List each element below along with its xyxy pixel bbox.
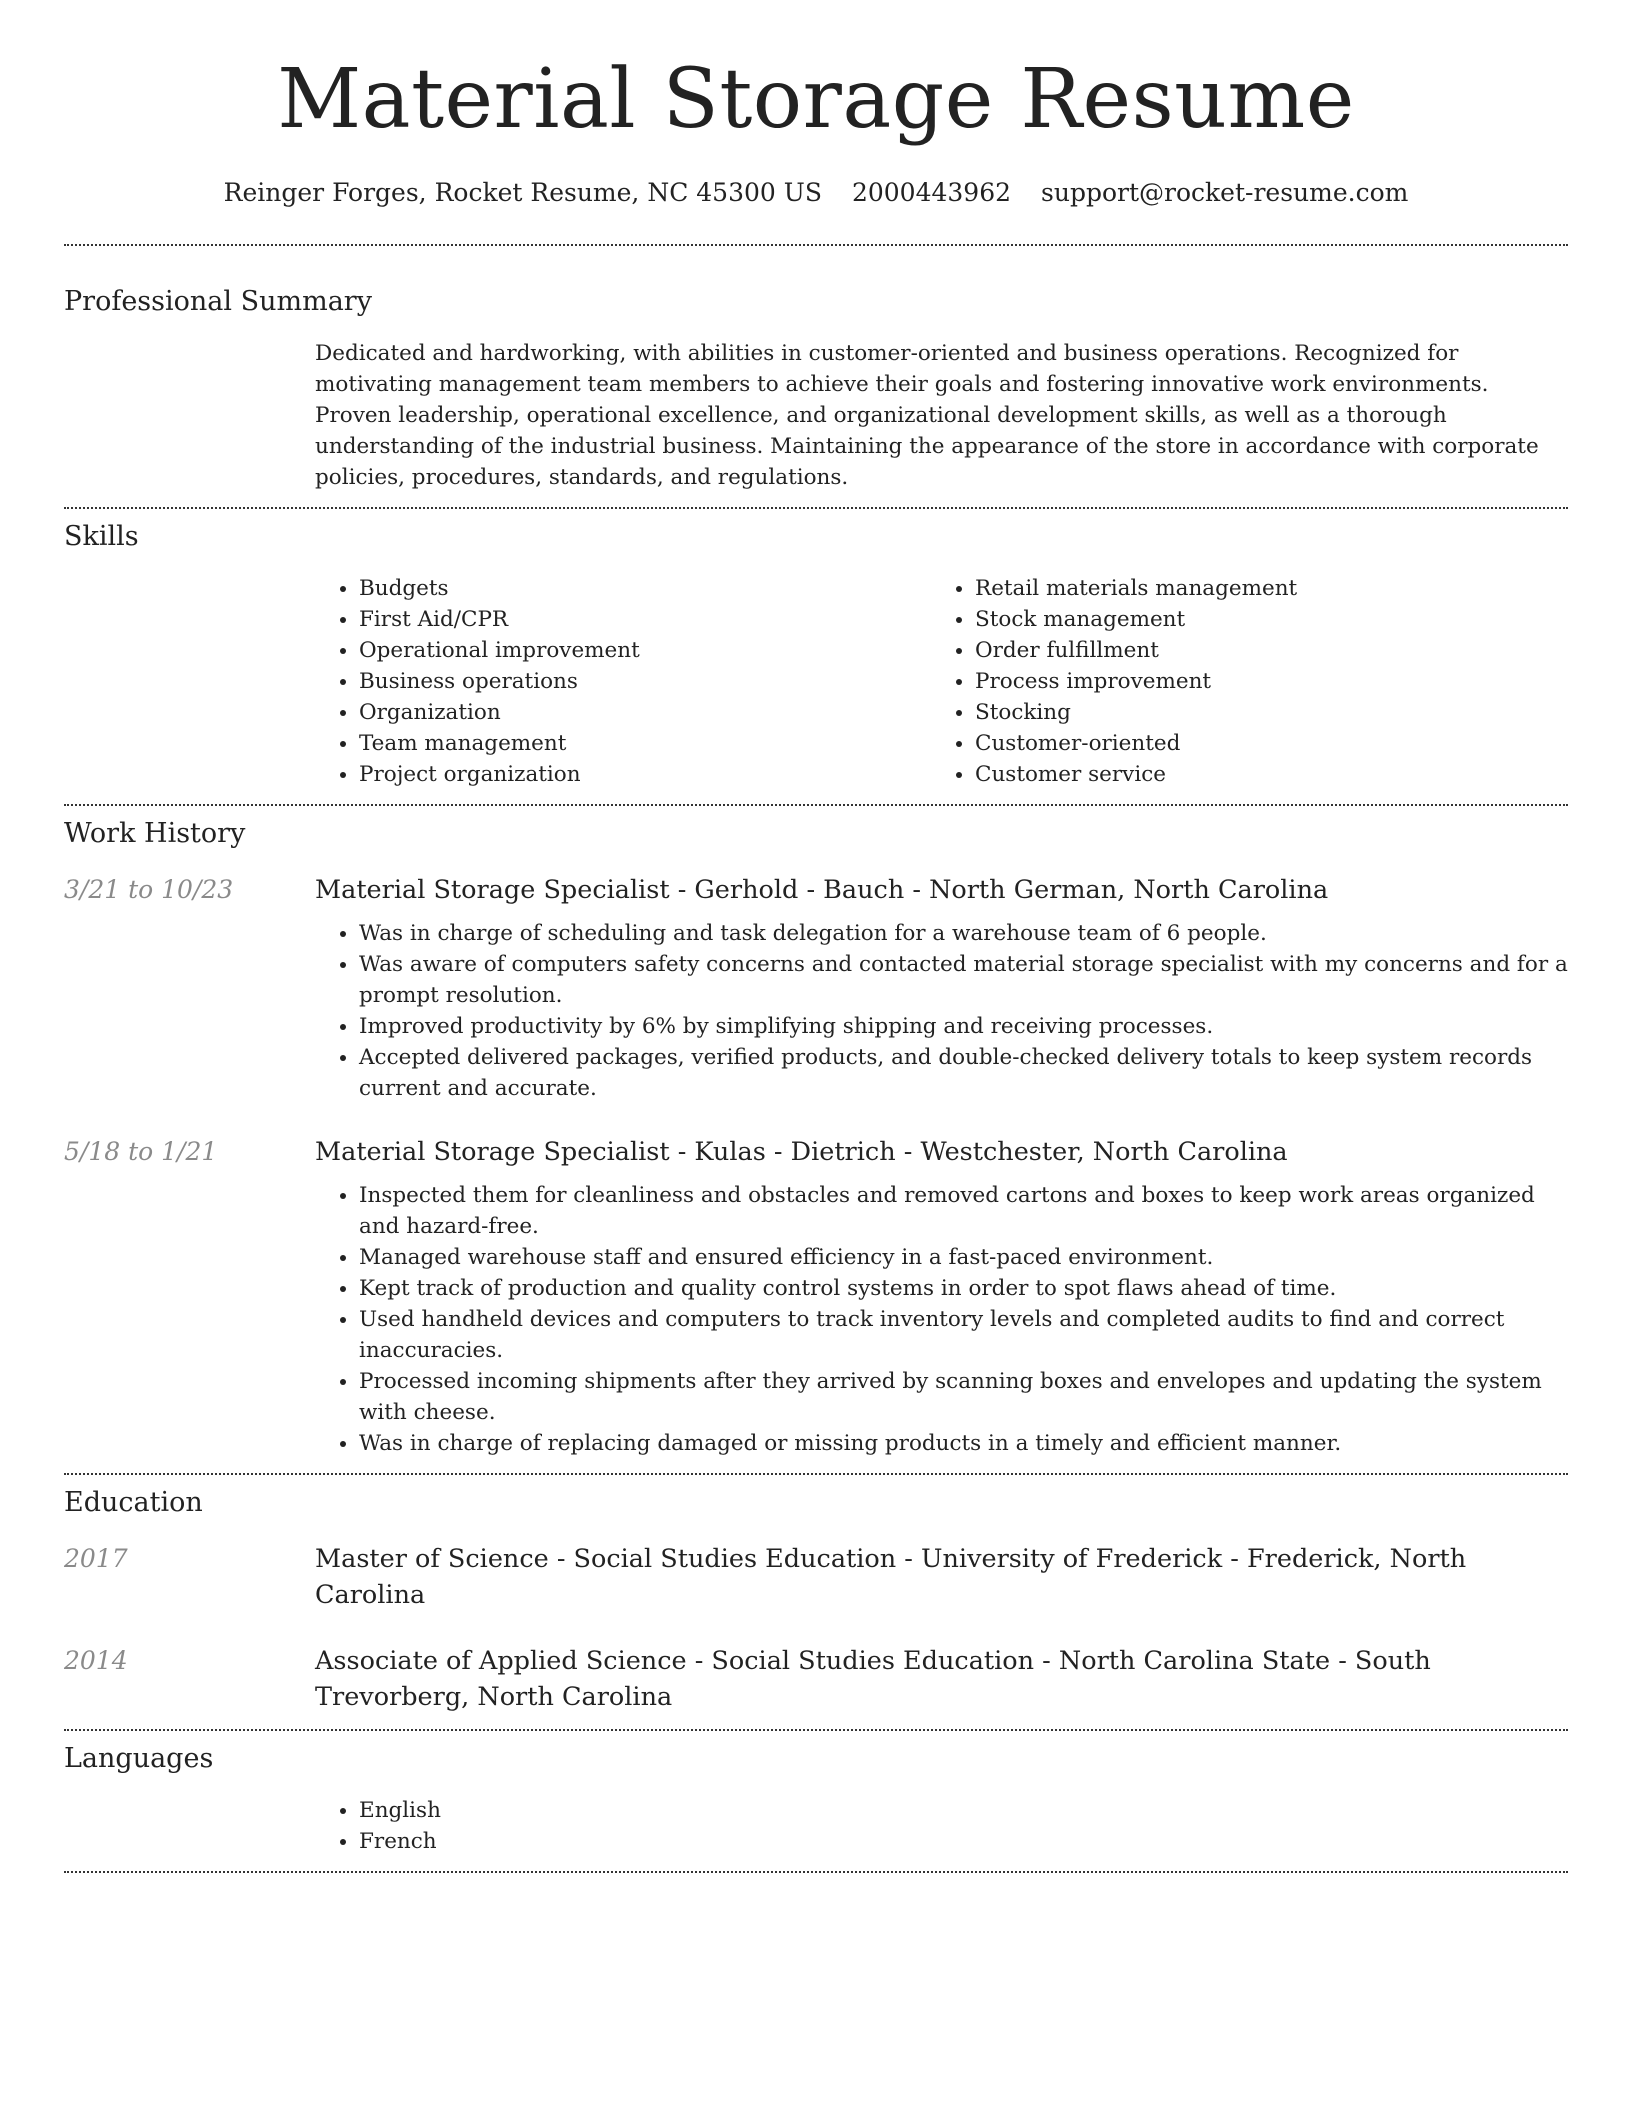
skill-item: • Customer-oriented bbox=[975, 728, 1547, 759]
job-bullet: • Inspected them for cleanliness and obstacles and removed cartons and boxes to keep work areas organized and hazard-free. bbox=[359, 1180, 1568, 1242]
job-bullet: • Was in charge of replacing damaged or missing products in a timely and efficient manner. bbox=[359, 1428, 1568, 1459]
job-bullet: • Was in charge of scheduling and task delegation for a warehouse team of 6 people. bbox=[359, 918, 1568, 949]
work-history-title: Work History bbox=[64, 818, 246, 849]
skill-item: • Team management bbox=[359, 728, 931, 759]
skill-item: • Budgets bbox=[359, 573, 931, 604]
skills-list-left bbox=[315, 573, 931, 790]
work-history-section bbox=[64, 806, 1568, 1459]
job-bullet: • Accepted delivered packages, verified products, and double-checked delivery totals to keep system records current and accurate. bbox=[359, 1042, 1568, 1104]
contact-address: Reinger Forges, Rocket Resume, NC 45300 US bbox=[223, 178, 822, 207]
skill-item: • Order fulfillment bbox=[975, 635, 1547, 666]
summary-text: Dedicated and hardworking, with abilities in customer-oriented and business operations. Recognized for motivating management team members to achieve their goals and fostering innovative work environments. Proven leadership, operational excellence, and organizational development skills, as well as a thorough understanding of the industrial business. Maintaining the appearance of the store in accordance with corporate policies, procedures, standards, and regulations. bbox=[315, 341, 1539, 490]
job-dates: 5/18 to 1/21 bbox=[64, 1137, 218, 1166]
skill-item: • Project organization bbox=[359, 759, 931, 790]
job-bullet: • Improved productivity by 6% by simplifying shipping and receiving processes. bbox=[359, 1011, 1568, 1042]
education-entry bbox=[64, 1643, 1568, 1715]
skill-item: • Retail materials management bbox=[975, 573, 1547, 604]
job-bullets bbox=[315, 918, 1568, 1104]
skill-item: • Operational improvement bbox=[359, 635, 931, 666]
skill-item: • Stock management bbox=[975, 604, 1547, 635]
education-section bbox=[64, 1475, 1568, 1715]
job-heading: Material Storage Specialist - Kulas - Dietrich - Westchester, North Carolina bbox=[315, 1137, 1288, 1167]
job-bullet: • Was aware of computers safety concerns and contacted material storage specialist with my concerns and for a prompt resolution. bbox=[359, 949, 1568, 1011]
skill-item: • Process improvement bbox=[975, 666, 1547, 697]
summary-title: Professional Summary bbox=[64, 286, 372, 317]
contact-phone: 2000443962 bbox=[851, 178, 1012, 207]
skill-item: • Business operations bbox=[359, 666, 931, 697]
job-entry bbox=[64, 1134, 1568, 1459]
skills-section bbox=[64, 509, 1568, 790]
skills-title: Skills bbox=[64, 521, 139, 552]
job-bullets bbox=[315, 1180, 1568, 1459]
education-entry bbox=[64, 1541, 1568, 1613]
education-heading: Master of Science - Social Studies Education - University of Frederick - Frederick, North Carolina bbox=[315, 1544, 1467, 1610]
education-title: Education bbox=[64, 1487, 203, 1518]
job-entry bbox=[64, 872, 1568, 1104]
contact-line bbox=[64, 176, 1568, 210]
skill-item: • Customer service bbox=[975, 759, 1547, 790]
education-heading: Associate of Applied Science - Social Studies Education - North Carolina State - South Trevorberg, North Carolina bbox=[315, 1646, 1431, 1712]
skill-item: • Stocking bbox=[975, 697, 1547, 728]
job-bullet: • Used handheld devices and computers to track inventory levels and completed audits to find and correct inaccuracies. bbox=[359, 1304, 1568, 1366]
education-year: 2017 bbox=[64, 1544, 128, 1573]
language-item: • French bbox=[359, 1826, 1568, 1857]
skills-grid bbox=[315, 573, 1568, 790]
skill-item: • Organization bbox=[359, 697, 931, 728]
skills-list-right bbox=[931, 573, 1547, 790]
resume-name: Material Storage Resume bbox=[277, 52, 1355, 147]
summary-section bbox=[64, 246, 1568, 493]
job-bullet: • Kept track of production and quality control systems in order to spot flaws ahead of time. bbox=[359, 1273, 1568, 1304]
job-heading: Material Storage Specialist - Gerhold - Bauch - North German, North Carolina bbox=[315, 875, 1329, 905]
languages-title: Languages bbox=[64, 1743, 214, 1774]
skill-item: • First Aid/CPR bbox=[359, 604, 931, 635]
job-dates: 3/21 to 10/23 bbox=[64, 875, 234, 904]
job-bullet: • Managed warehouse staff and ensured efficiency in a fast-paced environment. bbox=[359, 1242, 1568, 1273]
languages-section bbox=[64, 1731, 1568, 1857]
languages-divider bbox=[64, 1871, 1568, 1873]
contact-email: support@rocket-resume.com bbox=[1041, 178, 1409, 207]
job-bullet: • Processed incoming shipments after they arrived by scanning boxes and envelopes and updating the system with cheese. bbox=[359, 1366, 1568, 1428]
education-year: 2014 bbox=[64, 1646, 128, 1675]
languages-list bbox=[315, 1795, 1568, 1857]
language-item: • English bbox=[359, 1795, 1568, 1826]
